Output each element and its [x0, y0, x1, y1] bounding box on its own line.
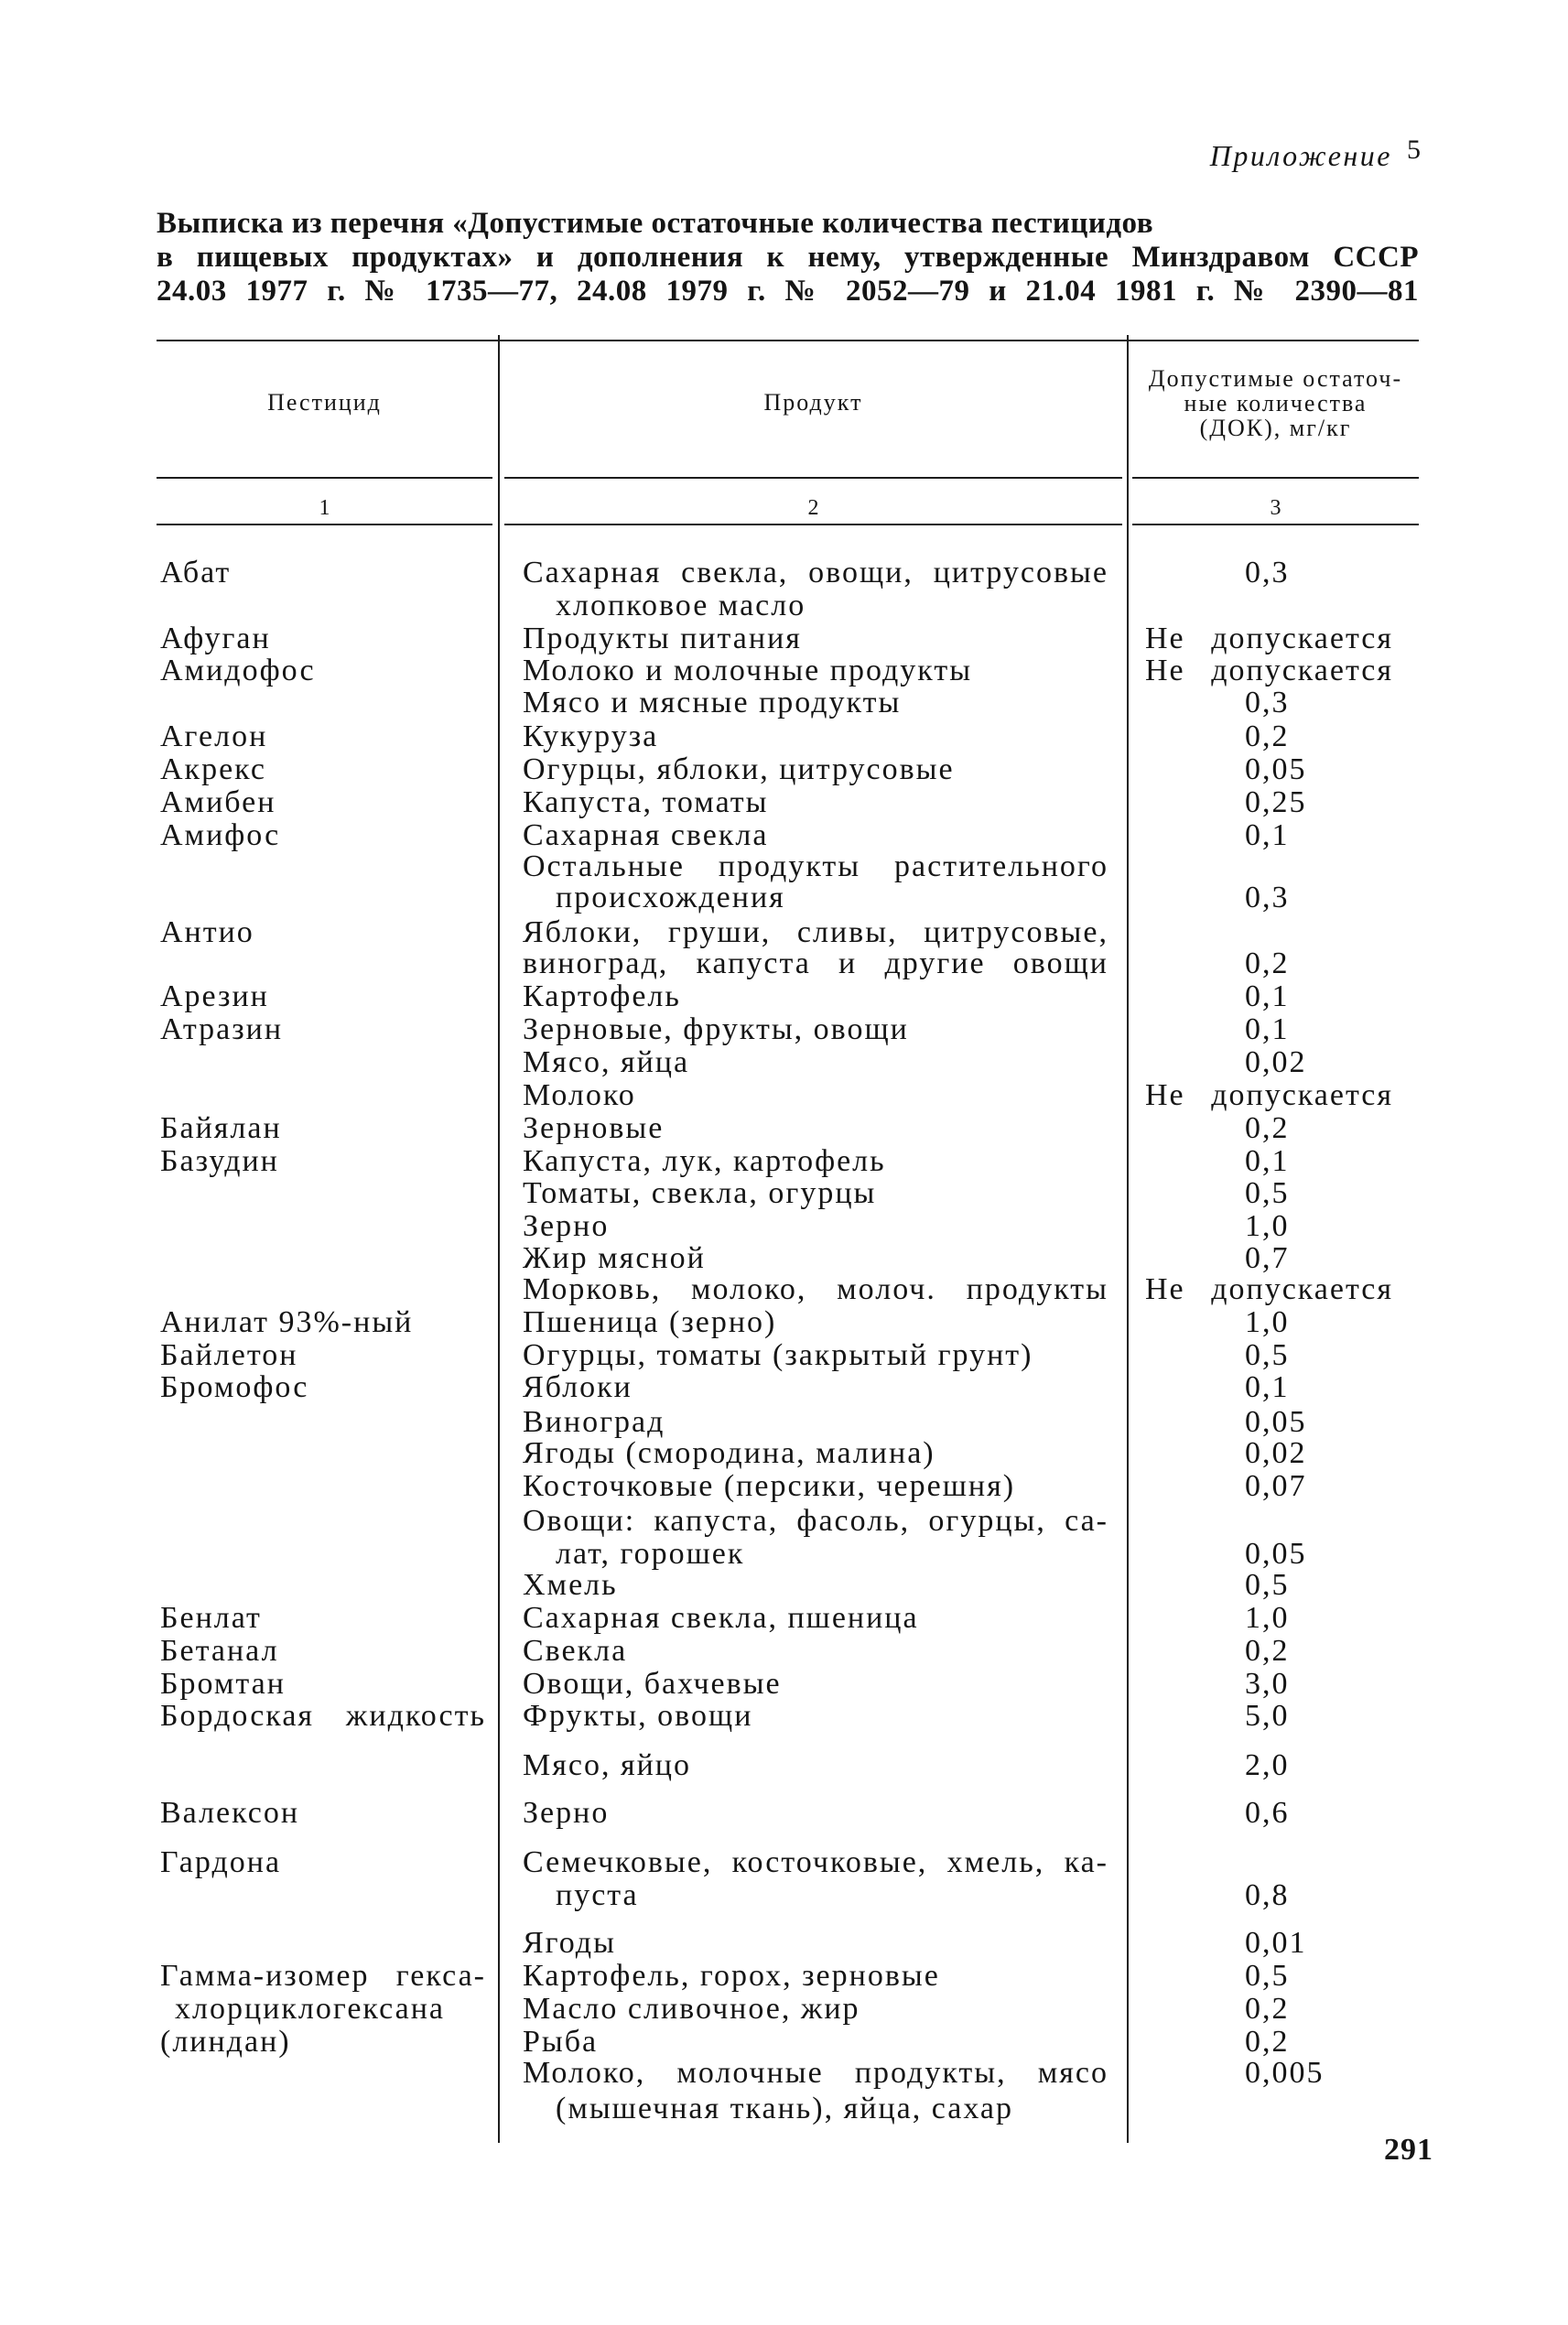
amount-cell: 0,1	[1245, 818, 1290, 852]
table-row	[0, 557, 1568, 589]
pesticide-cell: Амидофос	[160, 654, 316, 687]
amount-cell: 5,0	[1245, 1699, 1290, 1733]
table-row	[0, 916, 1568, 949]
amount-cell: 1,0	[1245, 1209, 1290, 1243]
product-cell: Огурцы, томаты (закрытый грунт)	[523, 1338, 1033, 1372]
table-row	[0, 654, 1568, 687]
pesticide-cell: Бромтан	[160, 1667, 286, 1701]
amount-cell: 0,02	[1245, 1045, 1307, 1079]
amount-cell: 2,0	[1245, 1748, 1290, 1782]
table-row	[0, 2026, 1568, 2059]
pesticide-cell: Бордоская жидкость	[160, 1699, 486, 1733]
pesticide-cell: Базудин	[160, 1144, 279, 1178]
table-row	[0, 753, 1568, 786]
amount-cell: 0,5	[1245, 1568, 1290, 1602]
product-cell: Ягоды (смородина, малина)	[523, 1436, 935, 1470]
title-line: 24.03 1977 г. № 1735—77, 24.08 1979 г. № 2052—79 и 21.04 1981 г. № 2390—81	[157, 275, 1419, 308]
product-cell: Зерновые	[523, 1111, 665, 1145]
product-cell: происхождения	[556, 881, 785, 914]
product-cell: Молоко и молочные продукты	[523, 654, 973, 687]
product-cell: Кукуруза	[523, 719, 659, 753]
table-row	[0, 1079, 1568, 1112]
product-cell: Рыба	[523, 2025, 599, 2059]
table-row	[0, 1879, 1568, 1912]
product-cell: виноград, капуста и другие овощи	[523, 946, 1108, 980]
pesticide-cell: Байлетон	[160, 1338, 298, 1372]
pesticide-cell: Агелон	[160, 719, 268, 753]
table-row	[0, 1273, 1568, 1306]
product-cell: Косточковые (персики, черешня)	[523, 1469, 1016, 1503]
product-cell: Семечковые, косточковые, хмель, ка-	[523, 1845, 1108, 1879]
amount-cell: 0,2	[1245, 1111, 1290, 1145]
product-cell: Остальные продукты растительного	[523, 849, 1108, 883]
amount-cell: 0,07	[1245, 1469, 1307, 1503]
amount-cell: 0,01	[1245, 1926, 1307, 1960]
table-row	[0, 1177, 1568, 1210]
amount-cell: 0,05	[1245, 752, 1307, 786]
pesticide-cell: Атразин	[160, 1012, 284, 1046]
product-cell: (мышечная ткань), яйца, сахар	[556, 2092, 1013, 2125]
table-row	[0, 1569, 1568, 1602]
title-line: Выписка из перечня «Допустимые остаточные количества пестицидов	[157, 207, 1154, 240]
product-cell: Зерновые, фрукты, овощи	[523, 1012, 909, 1046]
table-row	[0, 1668, 1568, 1701]
product-cell: Мясо, яйца	[523, 1045, 690, 1079]
product-cell: Сахарная свекла, пшеница	[523, 1601, 919, 1635]
header-product: Продукт	[763, 389, 863, 416]
table-row	[0, 947, 1568, 980]
amount-cell: 0,8	[1245, 1878, 1290, 1912]
table-row	[0, 1210, 1568, 1243]
amount-cell: 0,25	[1245, 785, 1307, 819]
product-cell: Овощи: капуста, фасоль, огурцы, са-	[523, 1504, 1108, 1538]
amount-cell: 0,1	[1245, 1012, 1290, 1046]
amount-cell: Не допускается	[1145, 622, 1393, 655]
product-cell: Зерно	[523, 1796, 610, 1830]
product-cell: Ягоды	[523, 1926, 616, 1960]
product-cell: Огурцы, яблоки, цитрусовые	[523, 752, 955, 786]
product-cell: Овощи, бахчевые	[523, 1667, 782, 1701]
column-number: 3	[1270, 496, 1281, 520]
amount-cell: 0,05	[1245, 1405, 1307, 1439]
product-cell: Картофель, горох, зерновые	[523, 1959, 940, 1993]
table-row	[0, 1339, 1568, 1372]
pesticide-cell: Бетанал	[160, 1634, 279, 1668]
amount-cell: 0,2	[1245, 719, 1290, 753]
pesticide-cell: Валексон	[160, 1796, 300, 1830]
table-row	[0, 2092, 1568, 2125]
product-cell: лат, горошек	[556, 1537, 745, 1571]
header-amount-line: ные количества	[1184, 390, 1368, 416]
product-cell: Масло сливочное, жир	[523, 1992, 860, 2026]
table-row	[0, 1797, 1568, 1830]
amount-cell: 0,6	[1245, 1796, 1290, 1830]
title-line: в пищевых продуктах» и дополнения к нему, утвержденные Минздравом СССР	[157, 241, 1419, 274]
table-row	[0, 1635, 1568, 1668]
table-row	[0, 622, 1568, 655]
table-row	[0, 1013, 1568, 1046]
amount-cell: 0,05	[1245, 1537, 1307, 1571]
amount-cell: 0,2	[1245, 1634, 1290, 1668]
pesticide-cell: Акрекс	[160, 752, 266, 786]
product-cell: Хмель	[523, 1568, 618, 1602]
table-row	[0, 1602, 1568, 1635]
table-row	[0, 1538, 1568, 1571]
header-amount-line: Допустимые остаточ-	[1148, 365, 1403, 392]
pesticide-cell: Бенлат	[160, 1601, 262, 1635]
pesticide-cell: (линдан)	[160, 2025, 291, 2059]
table-row	[0, 687, 1568, 719]
table-row	[0, 1960, 1568, 1993]
product-cell: Капуста, лук, картофель	[523, 1144, 886, 1178]
table-row	[0, 1505, 1568, 1538]
product-cell: Яблоки, груши, сливы, цитрусовые,	[523, 915, 1108, 949]
product-cell: Фрукты, овощи	[523, 1699, 753, 1733]
pesticide-cell: Бромофос	[160, 1370, 309, 1404]
product-cell: Жир мясной	[523, 1241, 706, 1275]
product-cell: Продукты питания	[523, 622, 802, 655]
product-cell: Зерно	[523, 1209, 610, 1243]
table-row	[0, 980, 1568, 1013]
column-number: 2	[807, 496, 819, 520]
amount-cell: 3,0	[1245, 1667, 1290, 1701]
amount-cell: 0,5	[1245, 1959, 1290, 1993]
amount-cell: 0,3	[1245, 686, 1290, 719]
amount-cell: 0,1	[1245, 1144, 1290, 1178]
header-pesticide: Пестицид	[267, 389, 382, 416]
amount-cell: 1,0	[1245, 1305, 1290, 1339]
amount-cell: 0,1	[1245, 979, 1290, 1013]
pesticide-cell: хлорциклогексана	[175, 1992, 445, 2026]
appendix-number: 5	[1407, 135, 1421, 165]
table-row	[0, 881, 1568, 914]
product-cell: Пшеница (зерно)	[523, 1305, 777, 1339]
pesticide-cell: Антио	[160, 915, 254, 949]
table-row	[0, 1406, 1568, 1439]
product-cell: Свекла	[523, 1634, 628, 1668]
amount-cell: 0,2	[1245, 946, 1290, 980]
appendix-label: Приложение	[1209, 139, 1392, 172]
table-row	[0, 786, 1568, 819]
pesticide-cell: Афуган	[160, 622, 271, 655]
table-row	[0, 1112, 1568, 1145]
product-cell: Молоко	[523, 1078, 636, 1112]
product-cell: Картофель	[523, 979, 681, 1013]
product-cell: хлопковое масло	[556, 589, 806, 622]
product-cell: Сахарная свекла	[523, 818, 769, 852]
table-row	[0, 850, 1568, 883]
product-cell: Виноград	[523, 1405, 665, 1439]
pesticide-cell: Гамма-изомер гекса-	[160, 1959, 486, 1993]
pesticide-cell: Абат	[160, 556, 232, 589]
amount-cell: 0,005	[1245, 2056, 1325, 2090]
amount-cell: 0,2	[1245, 2025, 1290, 2059]
table-row	[0, 1993, 1568, 2026]
amount-cell: Не допускается	[1145, 1078, 1393, 1112]
amount-cell: Не допускается	[1145, 654, 1393, 687]
table-row	[0, 819, 1568, 852]
product-cell: Сахарная свекла, овощи, цитрусовые	[523, 556, 1108, 589]
table-row	[0, 720, 1568, 753]
amount-cell: 0,02	[1245, 1436, 1307, 1470]
table-row	[0, 589, 1568, 622]
header-amount-line: (ДОК), мг/кг	[1199, 415, 1352, 441]
product-cell: Мясо и мясные продукты	[523, 686, 902, 719]
product-cell: Томаты, свекла, огурцы	[523, 1176, 877, 1210]
table-row	[0, 1927, 1568, 1960]
table-row	[0, 1749, 1568, 1782]
product-cell: Мясо, яйцо	[523, 1748, 691, 1782]
table-row	[0, 1145, 1568, 1178]
table-row	[0, 1437, 1568, 1470]
pesticide-cell: Арезин	[160, 979, 269, 1013]
table-row	[0, 1846, 1568, 1879]
amount-cell: 0,3	[1245, 556, 1290, 589]
pesticide-cell: Анилат 93%-ный	[160, 1305, 414, 1339]
table-row	[0, 1046, 1568, 1079]
product-cell: Морковь, молоко, молоч. продукты	[523, 1272, 1108, 1306]
product-cell: пуста	[556, 1878, 639, 1912]
pesticide-cell: Байялан	[160, 1111, 282, 1145]
table-row	[0, 1242, 1568, 1275]
table-row	[0, 1306, 1568, 1339]
amount-cell: 1,0	[1245, 1601, 1290, 1635]
pesticide-cell: Гардона	[160, 1845, 282, 1879]
pesticide-cell: Амифос	[160, 818, 281, 852]
amount-cell: Не допускается	[1145, 1272, 1393, 1306]
amount-cell: 0,1	[1245, 1370, 1290, 1404]
table-row	[0, 2057, 1568, 2090]
product-cell: Капуста, томаты	[523, 785, 769, 819]
product-cell: Яблоки	[523, 1370, 633, 1404]
amount-cell: 0,7	[1245, 1241, 1290, 1275]
amount-cell: 0,2	[1245, 1992, 1290, 2026]
table-row	[0, 1700, 1568, 1733]
table-row	[0, 1470, 1568, 1503]
amount-cell: 0,5	[1245, 1176, 1290, 1210]
table-row	[0, 1371, 1568, 1404]
product-cell: Молоко, молочные продукты, мясо	[523, 2056, 1108, 2090]
page-number: 291	[1384, 2133, 1433, 2167]
column-number: 1	[319, 496, 330, 520]
pesticide-cell: Амибен	[160, 785, 276, 819]
amount-cell: 0,3	[1245, 881, 1290, 914]
amount-cell: 0,5	[1245, 1338, 1290, 1372]
